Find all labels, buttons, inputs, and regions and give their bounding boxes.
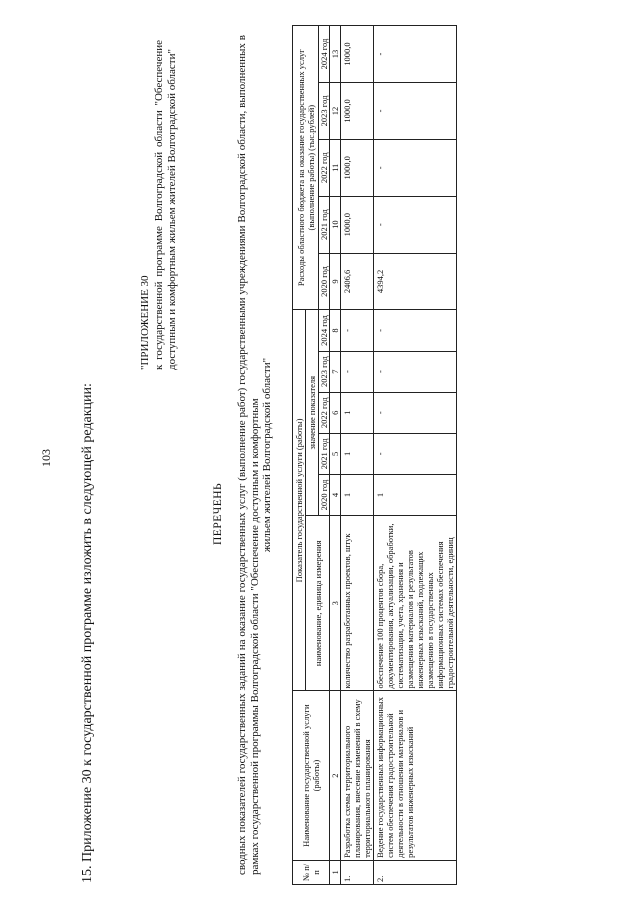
indicators-table (292, 25, 457, 885)
row-value: 1 (374, 474, 457, 515)
column-number: 3 (330, 516, 341, 691)
row-expense: - (374, 83, 457, 140)
column-number: 12 (330, 83, 341, 140)
table-row (374, 26, 457, 885)
column-number: 10 (330, 196, 341, 253)
column-number: 1 (330, 860, 341, 884)
appendix-title: "ПРИЛОЖЕНИЕ 30 (139, 275, 151, 370)
column-numbers-row (330, 26, 341, 885)
header-indicator: Показатель государственной услуги (работы) (293, 310, 306, 691)
header-year: 2020 год (319, 474, 330, 515)
header-number: № п/п (293, 860, 330, 884)
row-service: Разработка схемы территориального планирования, внесение изменений в схему территориального планирования (341, 691, 374, 860)
header-year: 2022 год (319, 139, 330, 196)
header-service: Наименование государственной услуги (работы) (293, 691, 330, 860)
row-value: - (374, 392, 457, 433)
row-expense: 4394,2 (374, 253, 457, 310)
row-expense: 1000,0 (341, 196, 374, 253)
column-number: 11 (330, 139, 341, 196)
row-expense: 1000,0 (341, 26, 374, 83)
column-number: 9 (330, 253, 341, 310)
row-expense: - (374, 139, 457, 196)
list-description-last-line: жильем жителей Волгоградской области" (261, 357, 273, 553)
row-value: 1 (341, 392, 374, 433)
column-number: 4 (330, 474, 341, 515)
row-value: - (374, 433, 457, 474)
header-year: 2021 год (319, 196, 330, 253)
row-indicator: количество разработанных проектов, штук (341, 516, 374, 691)
column-number: 2 (330, 691, 341, 860)
column-number: 5 (330, 433, 341, 474)
column-number: 6 (330, 392, 341, 433)
list-title: ПЕРЕЧЕНЬ (212, 482, 224, 545)
page-number: 103 (39, 449, 53, 467)
row-number: 2. (374, 860, 457, 884)
row-service: Ведение государственных информационных систем обеспечения градостроительной деятельности в отношении материалов и результатов инженерных изысканий (374, 691, 457, 860)
list-description (236, 35, 274, 875)
header-year: 2022 год (319, 392, 330, 433)
header-year: 2020 год (319, 253, 330, 310)
column-number: 7 (330, 351, 341, 392)
row-expense: - (374, 196, 457, 253)
row-value: - (341, 310, 374, 351)
header-year: 2024 год (319, 310, 330, 351)
header-year: 2023 год (319, 351, 330, 392)
row-expense: 1000,0 (341, 83, 374, 140)
appendix-reference: к государственной программе Волгоградской области "Обеспечение доступным и комфортным жильем жителей Волгоградской области" (153, 40, 178, 370)
header-year: 2024 год (319, 26, 330, 83)
header-expenses: Расходы областного бюджета на оказание государственных услуг (выполнение работы) (тыс.рублей) (293, 26, 319, 310)
list-description-text: сводных показателей государственных заданий на оказание государственных услуг (выполнение работ) государственными учреждениями Волгоградской области, выполненных в рамках государственной программы Волгоградской области "Обеспечение доступным и комфортным (236, 35, 261, 875)
header-indicator-value: значение показателя (306, 310, 319, 516)
header-year: 2021 год (319, 433, 330, 474)
row-expense: 1000,0 (341, 139, 374, 196)
table-row (341, 26, 374, 885)
row-value: - (374, 310, 457, 351)
row-value: - (341, 351, 374, 392)
row-value: 1 (341, 433, 374, 474)
header-year: 2023 год (319, 83, 330, 140)
row-expense: 2406,6 (341, 253, 374, 310)
row-value: - (374, 351, 457, 392)
column-number: 8 (330, 310, 341, 351)
row-value: 1 (341, 474, 374, 515)
column-number: 13 (330, 26, 341, 83)
intro-paragraph: 15. Приложение 30 к государственной программе изложить в следующей редакции: (80, 383, 95, 883)
row-indicator: обеспечение 100 процентов сбора, документирования, актуализации, обработки, систематизации, учета, хранения и размещения материалов и результатов инженерных изысканий, подлежащих размещению в государственных информационных системах обеспечения градостроительной деятельности, единиц (374, 516, 457, 691)
header-indicator-name: наименование, единица измерения (306, 516, 330, 691)
row-number: 1. (341, 860, 374, 884)
row-expense: - (374, 26, 457, 83)
